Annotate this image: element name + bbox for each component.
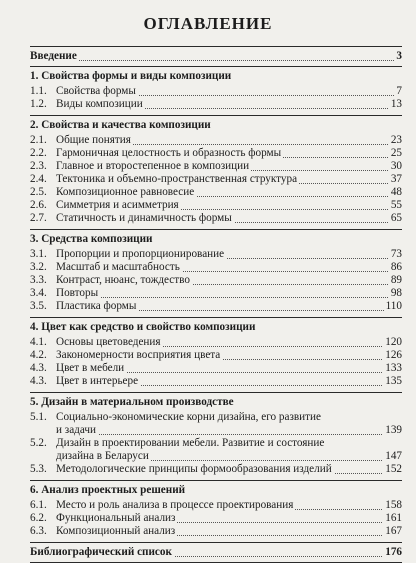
toc-entry[interactable]	[30, 437, 402, 450]
toc-entry-page: 126	[385, 349, 402, 361]
toc-entry[interactable]	[30, 248, 402, 261]
toc-entry-continuation[interactable]	[30, 450, 402, 463]
toc-entry-intro[interactable]	[30, 50, 402, 63]
toc-entry-page: 48	[390, 186, 402, 198]
toc-entry-page: 147	[385, 450, 402, 462]
toc-entry-page: 89	[390, 274, 402, 286]
toc-entry[interactable]	[30, 349, 402, 362]
toc-entry[interactable]	[30, 362, 402, 375]
toc-entry-page: 86	[390, 261, 402, 273]
toc-entry-number: 3.2.	[30, 261, 47, 273]
toc-section	[30, 230, 402, 313]
toc-entry-page: 3	[396, 50, 402, 62]
toc-entry[interactable]	[30, 525, 402, 538]
toc-entry-label: Цвет в интерьере	[56, 375, 139, 387]
toc-section	[30, 67, 402, 111]
toc-entry[interactable]	[30, 375, 402, 388]
toc-entry-number: 2.5.	[30, 186, 47, 198]
toc-entry-number: 1.1.	[30, 85, 47, 97]
toc-entry-number: 4.2.	[30, 349, 47, 361]
toc-entry-number: 4.3.	[30, 375, 47, 387]
toc-entry-label: Методологические принципы формообразования изделий	[56, 463, 332, 475]
toc-entry-number: 5.1.	[30, 411, 47, 423]
toc-entry-label: Масштаб и масштабность	[56, 261, 180, 273]
toc-entry-continuation[interactable]	[30, 424, 402, 437]
toc-entry[interactable]	[30, 512, 402, 525]
toc-entry[interactable]	[30, 274, 402, 287]
toc-entry-label: Основы цветоведения	[56, 336, 161, 348]
toc-entry-page: 7	[396, 85, 402, 97]
toc-entry-label: Цвет в мебели	[56, 362, 125, 374]
toc-entry-page: 25	[390, 147, 402, 159]
toc-entry-page: 30	[390, 160, 402, 172]
toc-entry[interactable]	[30, 147, 402, 160]
toc-entry-number: 2.3.	[30, 160, 47, 172]
toc-entry-label: Виды композиции	[56, 98, 143, 110]
toc-entry-page: 23	[390, 134, 402, 146]
toc-section	[30, 116, 402, 225]
toc-entry-label: Дизайн в проектировании мебели. Развитие и состояние	[56, 437, 325, 449]
toc-entry-number: 5.2.	[30, 437, 47, 449]
toc-entry[interactable]	[30, 336, 402, 349]
toc-entry-number: 2.7.	[30, 212, 47, 224]
toc-entry-page: 176	[385, 546, 402, 558]
toc-entry-number: 2.4.	[30, 173, 47, 185]
toc-entry[interactable]	[30, 411, 402, 424]
toc-entry-label: Функциональный анализ	[56, 512, 176, 524]
toc-entry-label: Пропорции и пропорционирование	[56, 248, 225, 260]
section-heading[interactable]: 2. Свойства и качества композиции	[30, 119, 211, 131]
page-title: ОГЛАВЛЕНИЕ	[143, 14, 273, 33]
toc-entry-number: 1.2.	[30, 98, 47, 110]
toc-entry-number: 3.5.	[30, 300, 47, 312]
toc-entry[interactable]	[30, 134, 402, 147]
toc-entry-number: 2.1.	[30, 134, 47, 146]
toc-entry-label: Контраст, нюанс, тождество	[56, 274, 190, 286]
toc-entry[interactable]	[30, 186, 402, 199]
toc-entry-bibliography[interactable]	[30, 546, 402, 559]
toc-entry-page: 55	[390, 199, 402, 211]
section-heading[interactable]: 4. Цвет как средство и свойство композиции	[30, 321, 256, 333]
section-heading[interactable]: 6. Анализ проектных решений	[30, 484, 186, 496]
toc-entry-number: 3.4.	[30, 287, 47, 299]
toc-entry-number: 4.1.	[30, 336, 47, 348]
toc-entry-page: 139	[385, 424, 402, 436]
toc-entry-page: 98	[390, 287, 402, 299]
toc-entry-label: Главное и второстепенное в композиции	[56, 160, 250, 172]
toc-section	[30, 481, 402, 538]
toc-entry-label: Пластика формы	[56, 300, 137, 312]
toc-entry-number: 2.6.	[30, 199, 47, 211]
divider	[30, 46, 402, 47]
section-heading[interactable]: 3. Средства композиции	[30, 233, 153, 245]
toc-entry[interactable]	[30, 463, 402, 476]
toc-entry[interactable]	[30, 173, 402, 186]
toc-entry-page: 110	[385, 300, 402, 312]
toc-entry-page: 120	[385, 336, 402, 348]
toc-entry-label: Симметрия и асимметрия	[56, 199, 179, 211]
toc-entry-label: Библиографический список	[30, 546, 172, 558]
toc-entry-number: 6.2.	[30, 512, 47, 524]
toc-entry-number: 3.1.	[30, 248, 47, 260]
toc-section	[30, 318, 402, 388]
toc-entry-label: Гармоничная целостность и образность формы	[56, 147, 282, 159]
toc-entry-label: Общие понятия	[56, 134, 131, 146]
section-heading[interactable]: 5. Дизайн в материальном производстве	[30, 396, 234, 408]
toc-entry-number: 4.3.	[30, 362, 47, 374]
divider	[30, 542, 402, 543]
toc-entry-label: Введение	[30, 50, 77, 62]
toc-entry-label: Статичность и динамичность формы	[56, 212, 232, 224]
toc-entry-page: 152	[385, 463, 402, 475]
toc-entry-page: 133	[385, 362, 402, 374]
toc-entry[interactable]	[30, 160, 402, 173]
toc-entry-number: 5.3.	[30, 463, 47, 475]
toc-entry[interactable]	[30, 98, 402, 111]
toc-entry-label: и задачи	[56, 424, 96, 436]
toc-entry-number: 3.3.	[30, 274, 47, 286]
toc-entry-number: 2.2.	[30, 147, 47, 159]
table-of-contents	[30, 46, 402, 563]
toc-entry[interactable]	[30, 85, 402, 98]
toc-entry-label: Повторы	[56, 287, 99, 299]
toc-entry-page: 167	[385, 525, 402, 537]
toc-entry[interactable]	[30, 199, 402, 212]
toc-entry-page: 37	[390, 173, 402, 185]
toc-entry-page: 65	[390, 212, 402, 224]
section-heading[interactable]: 1. Свойства формы и виды композиции	[30, 70, 232, 82]
toc-entry-label: Композиционное равновесие	[56, 186, 195, 198]
toc-entry-label: дизайна в Беларуси	[56, 450, 149, 462]
toc-entry-page: 13	[390, 98, 402, 110]
toc-entry-label: Свойства формы	[56, 85, 136, 97]
toc-entry[interactable]	[30, 300, 402, 313]
toc-entry-page: 73	[390, 248, 402, 260]
toc-entry-number: 6.1.	[30, 499, 47, 511]
toc-entry-label: Закономерности восприятия цвета	[56, 349, 221, 361]
toc-entry[interactable]	[30, 261, 402, 274]
toc-entry-label: Композиционный анализ	[56, 525, 176, 537]
toc-entry-number: 6.3.	[30, 525, 47, 537]
toc-entry-page: 135	[385, 375, 402, 387]
toc-entry-page: 161	[385, 512, 402, 524]
toc-section	[30, 393, 402, 476]
toc-entry-label: Тектоника и объемно-пространственная структура	[56, 173, 298, 185]
toc-entry[interactable]	[30, 499, 402, 512]
toc-entry[interactable]	[30, 287, 402, 300]
toc-entry-page: 158	[385, 499, 402, 511]
toc-entry[interactable]	[30, 212, 402, 225]
toc-entry-label: Место и роль анализа в процессе проектирования	[56, 499, 294, 511]
toc-entry-label: Социально-экономические корни дизайна, его развитие	[56, 411, 321, 423]
